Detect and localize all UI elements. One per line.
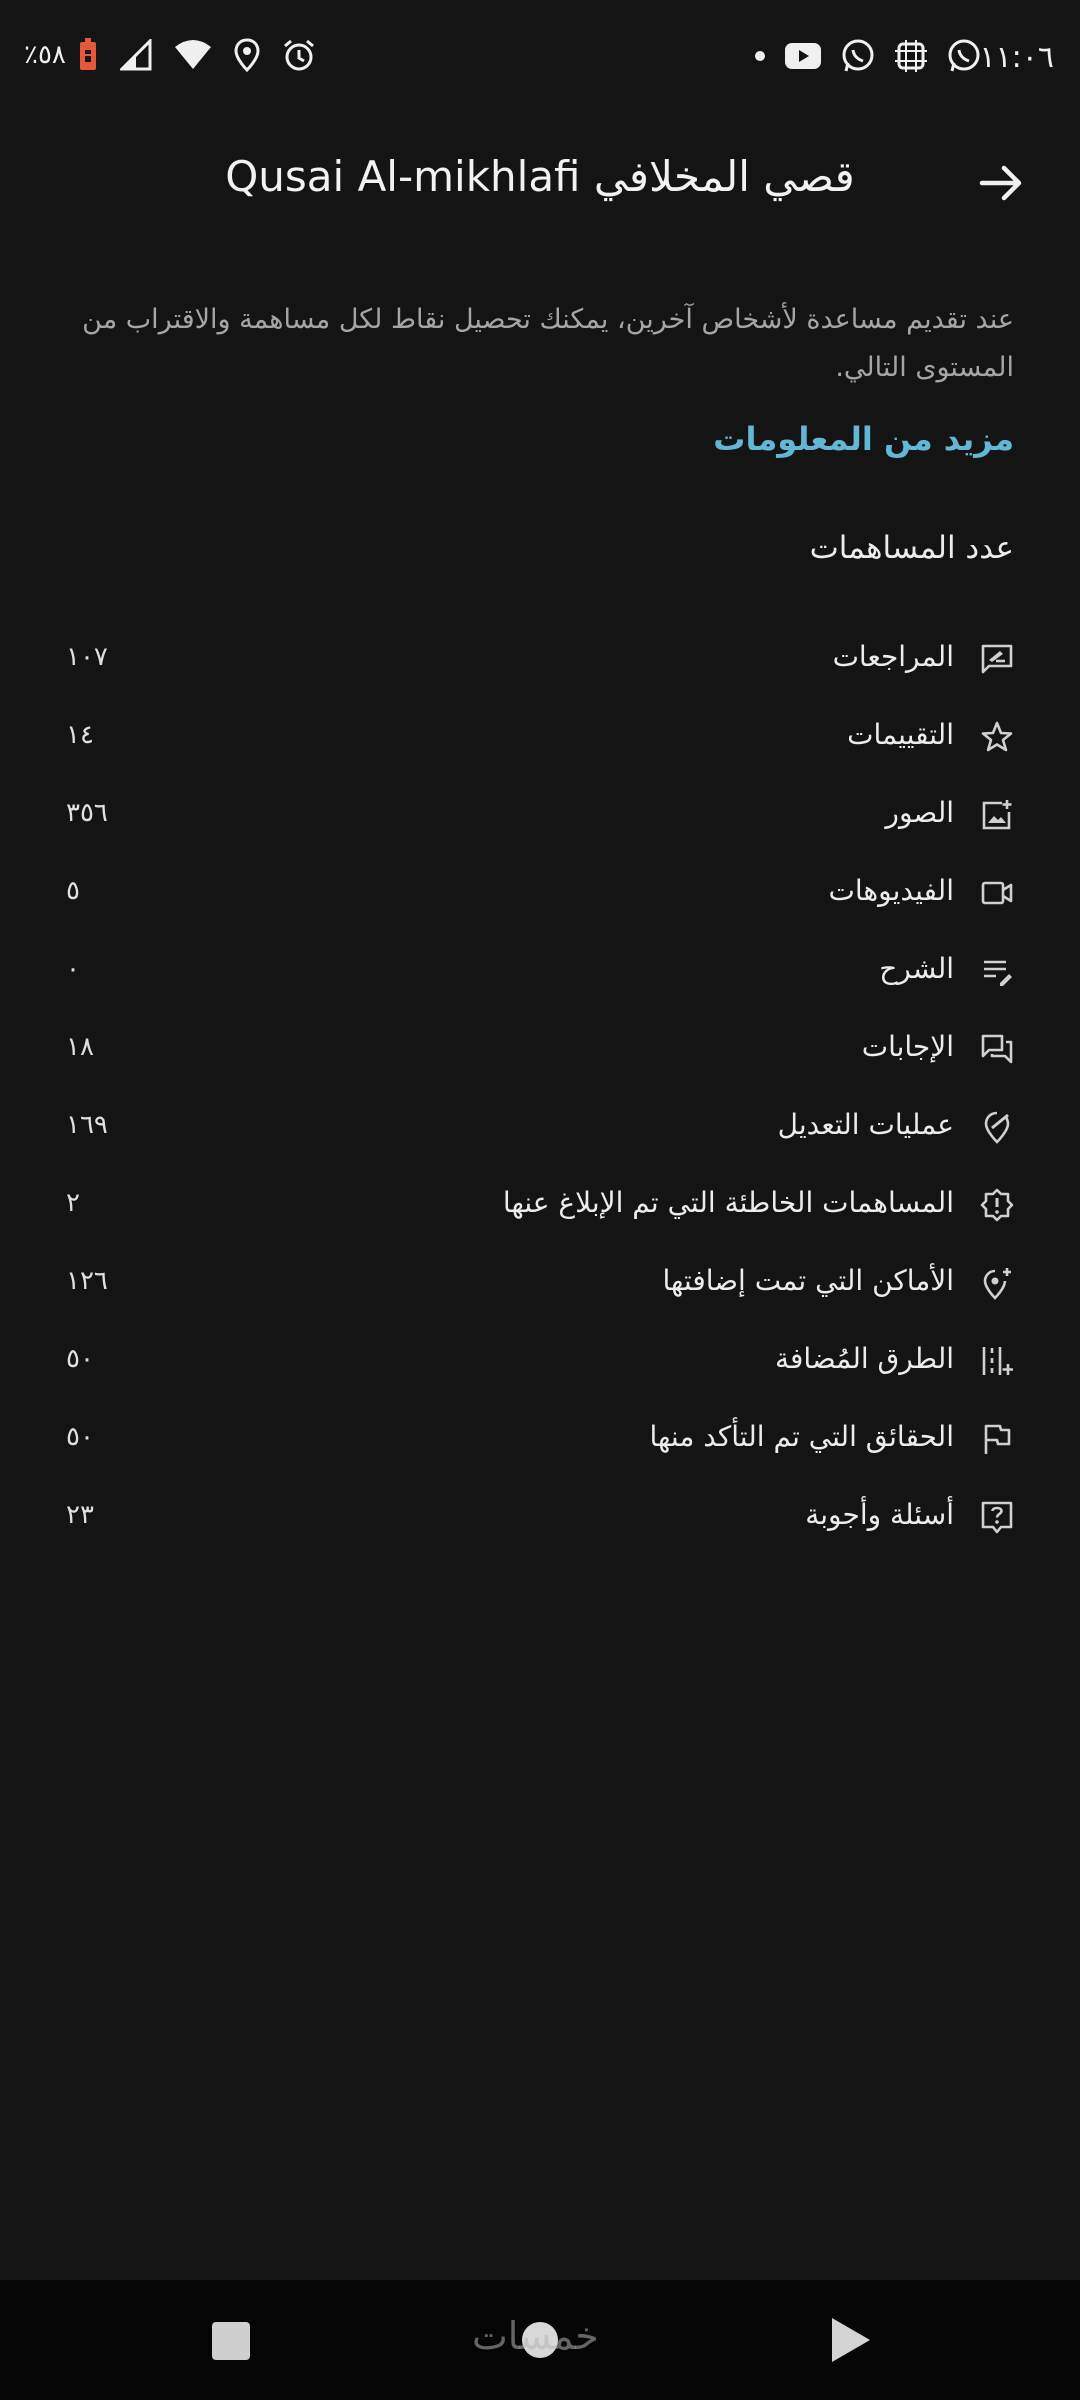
stat-row-edits[interactable] xyxy=(0,1090,1080,1168)
status-time: ١١:٠٦ xyxy=(979,40,1054,75)
stat-value: ١٦٩ xyxy=(66,1110,108,1140)
add-location-icon xyxy=(980,1266,1014,1300)
stat-label: المساهمات الخاطئة التي تم الإبلاغ عنها xyxy=(502,1186,954,1219)
stat-value: ٣٥٦ xyxy=(66,798,108,828)
caption-edit-icon xyxy=(980,954,1014,988)
whatsapp-icon xyxy=(840,38,876,74)
more-info-link[interactable]: مزيد من المعلومات xyxy=(713,420,1014,458)
stat-row-photos[interactable] xyxy=(0,778,1080,856)
location-icon xyxy=(234,38,260,72)
status-right-icons xyxy=(754,38,982,74)
stat-row-places-added[interactable] xyxy=(0,1246,1080,1324)
whatsapp-icon xyxy=(946,38,982,74)
video-icon xyxy=(980,876,1014,910)
stat-label: الصور xyxy=(885,796,954,829)
stat-value: ١٤ xyxy=(66,720,94,750)
photo-add-icon xyxy=(980,798,1014,832)
navigation-bar xyxy=(0,2280,1080,2400)
add-road-icon xyxy=(980,1344,1014,1378)
report-icon xyxy=(980,1188,1014,1222)
back-nav-button[interactable] xyxy=(832,2318,870,2362)
stat-value: ٢٣ xyxy=(66,1500,94,1530)
stat-value: ٢ xyxy=(66,1188,80,1218)
recent-apps-button[interactable] xyxy=(212,2322,250,2360)
section-title: عدد المساهمات xyxy=(809,530,1014,566)
stat-value: ٥ xyxy=(66,876,80,906)
stat-label: الشرح xyxy=(879,952,954,985)
stat-row-captions[interactable] xyxy=(0,934,1080,1012)
wifi-icon xyxy=(174,39,212,71)
vpn-icon xyxy=(894,39,928,73)
stat-row-qa[interactable] xyxy=(0,1480,1080,1558)
flag-icon xyxy=(980,1422,1014,1456)
stat-label: الحقائق التي تم التأكد منها xyxy=(649,1420,954,1453)
battery-icon xyxy=(78,38,98,72)
description-text: عند تقديم مساعدة لأشخاص آخرين، يمكنك تحصيل نقاط لكل مساهمة والاقتراب من المستوى التالي. xyxy=(82,304,1014,383)
stat-row-answers[interactable] xyxy=(0,1012,1080,1090)
header xyxy=(0,140,1080,220)
stat-row-reported[interactable] xyxy=(0,1168,1080,1246)
back-button[interactable] xyxy=(976,158,1026,208)
stat-value: ٥٠ xyxy=(66,1422,94,1452)
stat-row-facts-checked[interactable] xyxy=(0,1402,1080,1480)
forum-icon xyxy=(980,1032,1014,1066)
stat-row-roads-added[interactable] xyxy=(0,1324,1080,1402)
status-left-icons xyxy=(24,38,316,72)
stat-label: الإجابات xyxy=(861,1030,954,1063)
stat-label: الطرق المُضافة xyxy=(774,1342,954,1375)
stat-row-reviews[interactable] xyxy=(0,622,1080,700)
stat-row-videos[interactable] xyxy=(0,856,1080,934)
alarm-icon xyxy=(282,38,316,72)
watermark-logo: خمسات xyxy=(472,2314,599,2358)
youtube-icon xyxy=(784,41,822,71)
stat-label: أسئلة وأجوبة xyxy=(805,1498,954,1531)
question-icon xyxy=(980,1500,1014,1534)
stat-value: ١٠٧ xyxy=(66,642,108,672)
signal-icon xyxy=(120,39,152,71)
stat-value: ١٨ xyxy=(66,1032,94,1062)
stat-value: ٥٠ xyxy=(66,1344,94,1374)
stat-label: الفيديوهات xyxy=(828,874,954,907)
stat-label: عمليات التعديل xyxy=(777,1108,954,1141)
star-icon xyxy=(980,720,1014,754)
page-title: قصي المخلافي Qusai Al-mikhlafi xyxy=(225,152,855,201)
stat-label: الأماكن التي تمت إضافتها xyxy=(662,1264,954,1297)
contributions-list xyxy=(0,622,1080,1558)
stat-label: التقييمات xyxy=(847,718,954,751)
stat-value: ١٢٦ xyxy=(66,1266,108,1296)
status-bar xyxy=(0,0,1080,128)
review-icon xyxy=(980,642,1014,676)
arrow-right-icon xyxy=(976,158,1026,208)
stat-value: ٠ xyxy=(66,954,80,984)
stat-label: المراجعات xyxy=(832,640,954,673)
edit-check-icon xyxy=(980,1110,1014,1144)
stat-row-ratings[interactable] xyxy=(0,700,1080,778)
dot-icon xyxy=(754,50,766,62)
battery-percentage: ٪٥٨ xyxy=(24,40,66,70)
